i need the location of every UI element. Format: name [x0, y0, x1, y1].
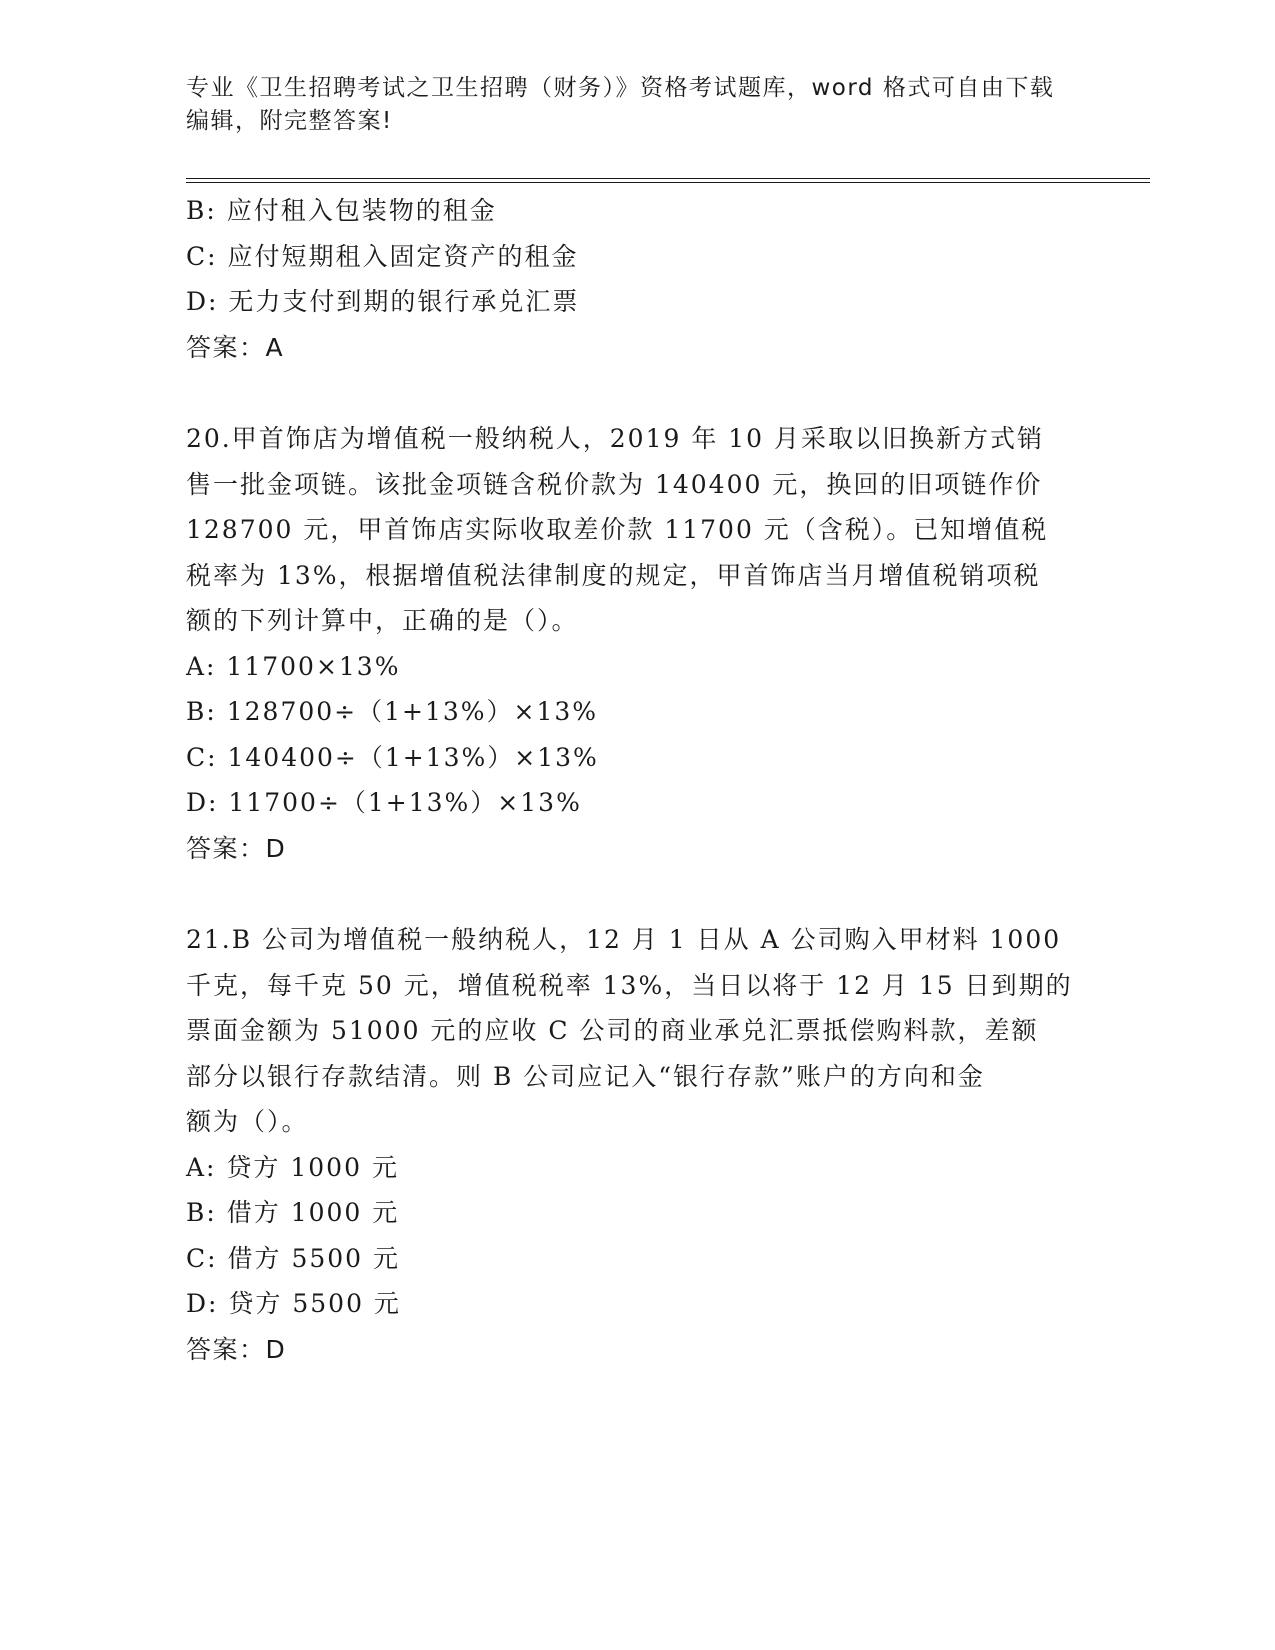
question-text-line: 税率为 13%，根据增值税法律制度的规定，甲首饰店当月增值税销项税 [186, 560, 1041, 590]
option-d: D: 无力支付到期的银行承兑汇票 [186, 287, 580, 316]
spacer [186, 370, 1086, 416]
question-text-line: 票面金额为 51000 元的应收 C 公司的商业承兑汇票抵偿购料款，差额 [186, 1016, 1039, 1045]
document-body [186, 188, 1086, 1372]
option-d: D: 11700÷（1+13%）×13% [186, 788, 582, 817]
question-text-line: 21.B 公司为增值税一般纳税人，12 月 1 日从 A 公司购入甲材料 1000 [186, 925, 1062, 954]
header-divider-bottom [186, 182, 1150, 183]
option-c: C: 140400÷（1+13%）×13% [186, 742, 599, 772]
question-text-line: 千克，每千克 50 元，增值税税率 13%，当日以将于 12 月 15 日到期的 [186, 970, 1073, 1000]
option-b: B: 借方 1000 元 [186, 1198, 400, 1227]
answer-label: 答案：D [186, 1334, 287, 1364]
question-21 [186, 917, 1086, 1372]
option-b: B: 应付租入包装物的租金 [186, 196, 497, 225]
option-a: A: 贷方 1000 元 [186, 1152, 399, 1182]
question-text-line: 额的下列计算中，正确的是（）。 [186, 606, 579, 635]
header-divider-top [186, 178, 1150, 179]
question-text-line: 售一批金项链。该批金项链含税价款为 140400 元，换回的旧项链作价 [186, 469, 1043, 499]
option-b: B: 128700÷（1+13%）×13% [186, 697, 599, 726]
question-text-line: 部分以银行存款结清。则 B 公司应记入“银行存款”账户的方向和金 [186, 1061, 985, 1091]
previous-question-tail [186, 188, 1086, 370]
document-header [186, 72, 1086, 138]
question-text-line: 20.甲首饰店为增值税一般纳税人，2019 年 10 月采取以旧换新方式销 [186, 424, 1045, 453]
option-d: D: 贷方 5500 元 [186, 1289, 401, 1318]
answer-label: 答案：D [186, 833, 287, 863]
question-20 [186, 416, 1086, 871]
header-line-1: 专业《卫生招聘考试之卫生招聘（财务）》资格考试题库，word 格式可自由下载 [186, 75, 1055, 101]
question-text-line: 额为（）。 [186, 1107, 309, 1136]
header-line-2: 编辑，附完整答案! [186, 108, 393, 134]
option-c: C: 借方 5500 元 [186, 1243, 401, 1273]
question-text-line: 128700 元，甲首饰店实际收取差价款 11700 元（含税）。已知增值税 [186, 515, 1049, 544]
answer-label: 答案：A [186, 332, 285, 362]
option-a: A: 11700×13% [186, 651, 401, 681]
option-c: C: 应付短期租入固定资产的租金 [186, 241, 579, 271]
spacer [186, 871, 1086, 917]
